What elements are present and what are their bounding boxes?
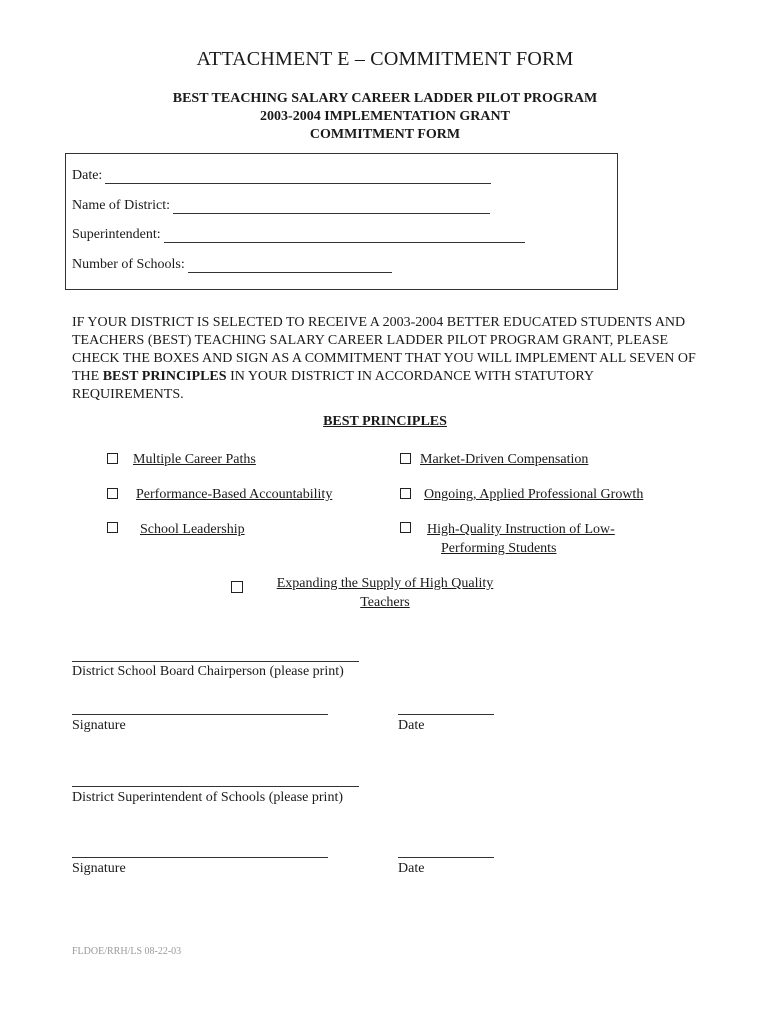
chairperson-date-line[interactable] — [398, 714, 494, 715]
schools-input-line[interactable] — [188, 258, 392, 273]
date-field — [72, 168, 491, 184]
principles-heading: BEST PRINCIPLES — [323, 414, 447, 429]
superintendent-input-line[interactable] — [164, 228, 525, 243]
grant-title: 2003-2004 IMPLEMENTATION GRANT — [260, 109, 510, 124]
chairperson-label: District School Board Chairperson (please print) — [72, 664, 344, 679]
footer-code: FLDOE/RRH/LS 08-22-03 — [72, 946, 182, 957]
superintendent-label: Superintendent: — [72, 227, 161, 242]
principle-high-quality-instruction: High-Quality Instruction of Low- — [427, 522, 615, 537]
date-input-line[interactable] — [105, 169, 491, 184]
principle-expanding-supply: Expanding the Supply of High Quality — [276, 576, 494, 591]
form-subtitle: COMMITMENT FORM — [309, 127, 461, 142]
program-title: BEST TEACHING SALARY CAREER LADDER PILOT PROGRAM — [172, 91, 598, 106]
chairperson-signature-line[interactable] — [72, 714, 328, 715]
principle-professional-growth: Ongoing, Applied Professional Growth — [424, 487, 644, 502]
superintendent-name-line[interactable] — [72, 786, 359, 787]
superintendent-signature-label: Signature — [72, 861, 126, 876]
district-info-box — [65, 153, 618, 290]
chairperson-signature-label: Signature — [72, 718, 126, 733]
checkbox-market-driven-compensation[interactable] — [400, 453, 411, 464]
checkbox-performance-accountability[interactable] — [107, 488, 118, 499]
chairperson-date-label: Date — [398, 718, 425, 733]
form-title: ATTACHMENT E – COMMITMENT FORM — [196, 48, 574, 70]
principle-school-leadership: School Leadership — [140, 522, 245, 537]
superintendent-print-label: District Superintendent of Schools (please print) — [72, 790, 343, 805]
instructions-text: IF YOUR DISTRICT IS SELECTED TO RECEIVE A 2003-2004 BETTER EDUCATED STUDENTS AND TEACHERS (BEST) TEACHING SALARY CAREER LADDER PILOT PROGRAM GRANT, PLEASE CHECK THE BOXES AND SIGN AS A COMMITMENT THAT YOU WILL IMPLEMENT ALL SEVEN OF THE — [72, 315, 696, 384]
schools-field — [72, 257, 392, 273]
principle-performance-accountability: Performance-Based Accountability — [136, 487, 333, 502]
district-label: Name of District: — [72, 198, 170, 213]
principle-multiple-career-paths: Multiple Career Paths — [133, 452, 256, 467]
schools-label: Number of Schools: — [72, 257, 185, 272]
checkbox-multiple-career-paths[interactable] — [107, 453, 118, 464]
superintendent-date-label: Date — [398, 861, 425, 876]
superintendent-signature-line[interactable] — [72, 857, 328, 858]
principle-market-driven-compensation: Market-Driven Compensation — [420, 452, 589, 467]
principle-expanding-supply-cont: Teachers — [360, 595, 410, 610]
checkbox-professional-growth[interactable] — [400, 488, 411, 499]
superintendent-field — [72, 227, 525, 243]
district-field — [72, 198, 490, 214]
instructions-text-end: IN YOUR DISTRICT IN ACCORDANCE WITH STATUTORY REQUIREMENTS. — [72, 369, 594, 402]
checkbox-high-quality-instruction[interactable] — [400, 522, 411, 533]
principle-high-quality-instruction-cont: Performing Students — [441, 541, 557, 556]
checkbox-school-leadership[interactable] — [107, 522, 118, 533]
superintendent-date-line[interactable] — [398, 857, 494, 858]
district-input-line[interactable] — [173, 199, 490, 214]
chairperson-name-line[interactable] — [72, 661, 359, 662]
instructions-paragraph — [72, 314, 702, 404]
instructions-bold: BEST PRINCIPLES — [102, 369, 227, 384]
date-label: Date: — [72, 168, 103, 183]
